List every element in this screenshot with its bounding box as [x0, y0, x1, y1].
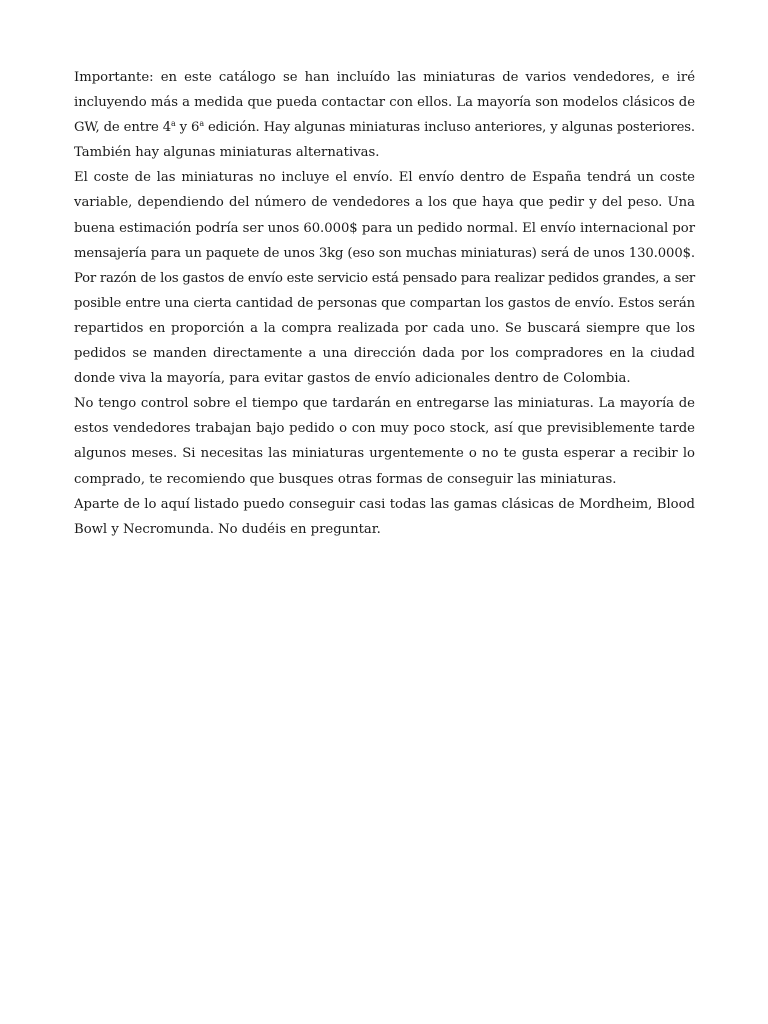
text-line: posible entre una cierta cantidad de personas que compartan los gastos de envío. Estos serán	[74, 295, 695, 311]
text-line: pedidos se manden directamente a una dirección dada por los compradores en la ciudad	[74, 346, 695, 362]
text-line	[74, 115, 695, 140]
text-line: Importante: en este catálogo se han incluído las miniaturas de varios vendedores, e iré	[74, 70, 695, 85]
superscript: a	[170, 119, 176, 129]
text-line: repartidos en proporción a la compra realizada por cada uno. Se buscará siempre que los	[74, 320, 695, 336]
paragraph-aparte	[74, 492, 695, 542]
text-fragment: edición. Hay algunas miniaturas incluso anteriores, y algunas posteriores.	[203, 120, 695, 136]
paragraph-coste-envio	[74, 165, 695, 391]
text-line: También hay algunas miniaturas alternativas.	[74, 145, 380, 161]
superscript: a	[199, 119, 204, 129]
text-line: Por razón de los gastos de envío este servicio está pensado para realizar pedidos grandes, a ser	[74, 270, 696, 286]
text-line: Aparte de lo aquí listado puedo conseguir casi todas las gamas clásicas de Mordheim, Blood	[74, 496, 695, 512]
document-body	[74, 65, 695, 542]
text-line: Bowl y Necromunda. No dudéis en preguntar.	[74, 521, 381, 537]
paragraph-tiempo-entrega	[74, 391, 695, 491]
text-line: algunos meses. Si necesitas las miniaturas urgentemente o no te gusta esperar a recibir lo	[74, 446, 695, 462]
paragraph-importante	[74, 65, 695, 165]
text-line: mensajería para un paquete de unos 3kg (eso son muchas miniaturas) será de unos 130.000$.	[74, 245, 695, 261]
text-fragment: GW, de entre 4	[74, 120, 171, 136]
text-line: incluyendo más a medida que pueda contactar con ellos. La mayoría son modelos clásicos de	[74, 95, 695, 111]
text-line: comprado, te recomiendo que busques otras formas de conseguir las miniaturas.	[74, 471, 617, 487]
text-line: variable, dependiendo del número de vendedores a los que haya que pedir y del peso. Una	[74, 195, 695, 211]
text-line: No tengo control sobre el tiempo que tardarán en entregarse las miniaturas. La mayoría de	[74, 396, 695, 412]
text-line: donde viva la mayoría, para evitar gastos de envío adicionales dentro de Colombia.	[74, 371, 631, 387]
text-line: estos vendedores trabajan bajo pedido o con muy poco stock, así que previsiblemente tarde	[74, 421, 695, 437]
text-line: El coste de las miniaturas no incluye el envío. El envío dentro de España tendrá un coste	[74, 170, 695, 186]
text-line: buena estimación podría ser unos 60.000$ para un pedido normal. El envío internacional por	[74, 220, 695, 236]
text-fragment: y 6	[175, 120, 200, 136]
